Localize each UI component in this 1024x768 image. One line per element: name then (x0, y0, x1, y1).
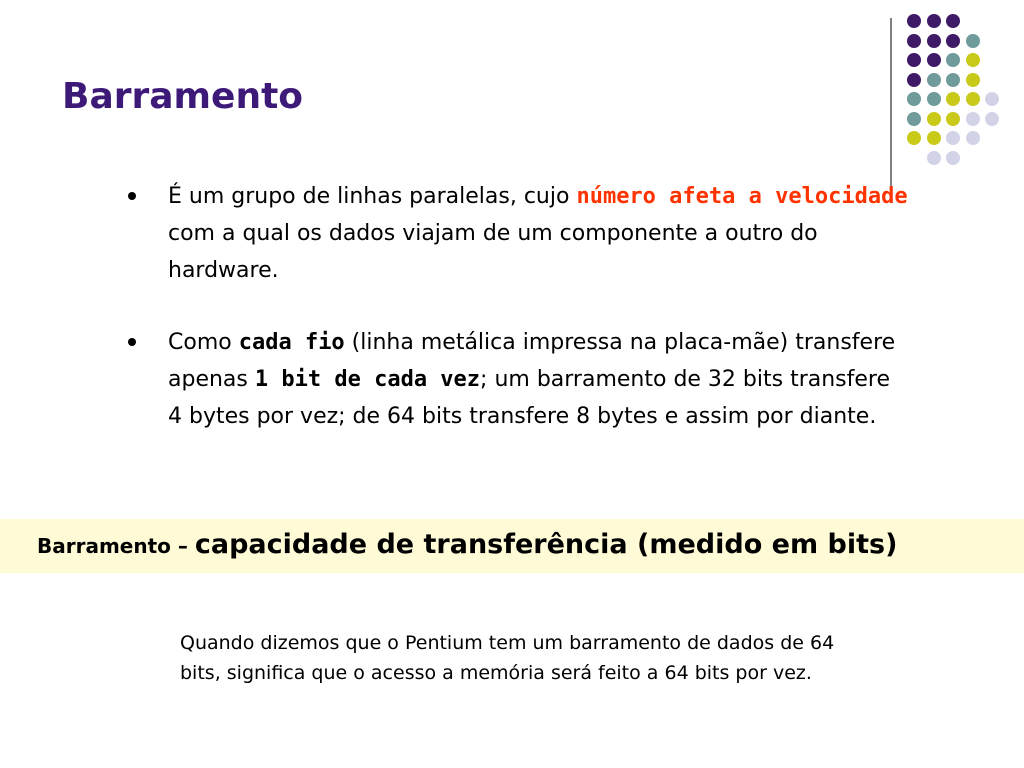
divider-line (890, 18, 892, 186)
slide-title: Barramento (62, 76, 304, 117)
decorative-dot (907, 112, 921, 126)
decorative-dot (985, 112, 999, 126)
note-paragraph: Quando dizemos que o Pentium tem um barramento de dados de 64 bits, significa que o acesso a memória será feito a 64 bits por vez. (180, 632, 835, 684)
decorative-dot (907, 73, 921, 87)
decorative-dot (927, 112, 941, 126)
decorative-dot (946, 151, 960, 165)
decorative-dot (907, 14, 921, 28)
decorative-dot (927, 92, 941, 106)
decorative-dot (946, 14, 960, 28)
bullet-item-2 (128, 324, 908, 435)
bullet-1-text-end: com a qual os dados viajam de um componente a outro do hardware. (168, 221, 818, 283)
decorative-dot (966, 73, 980, 87)
decorative-dot (907, 53, 921, 67)
bullet-1-text: É um grupo de linhas paralelas, cujo (168, 184, 577, 209)
decorative-dot (927, 131, 941, 145)
decorative-dot (966, 34, 980, 48)
definition-text: capacidade de transferência (medido em bits) (194, 529, 898, 560)
bullet-item-1 (128, 178, 908, 289)
definition-term: Barramento – (37, 534, 195, 558)
decorative-dot (907, 131, 921, 145)
definition-line (37, 529, 897, 560)
bullet-icon (128, 338, 136, 346)
decorative-dot (927, 34, 941, 48)
decorative-dot (907, 92, 921, 106)
decorative-dot (946, 53, 960, 67)
decorative-dot (927, 73, 941, 87)
decorative-dot (946, 92, 960, 106)
bullet-2-text-end: ; um barramento de 32 bits transfere 4 bytes por vez; de 64 bits transfere 8 bytes e assim por diante. (168, 367, 891, 429)
bullet-2-bold-2: 1 bit de cada vez (254, 367, 481, 392)
bullet-icon (128, 192, 136, 200)
decorative-dot (946, 73, 960, 87)
decorative-dot (966, 92, 980, 106)
decorative-dot (907, 34, 921, 48)
decorative-dot (927, 14, 941, 28)
bullet-list (128, 178, 908, 435)
decorative-dot (985, 92, 999, 106)
decorative-dot (927, 53, 941, 67)
bullet-2-text: Como (168, 330, 239, 355)
decorative-dot (927, 151, 941, 165)
decorative-dot (946, 112, 960, 126)
bullet-2-text-mid: (linha metálica impressa na placa-mãe) transfere apenas (168, 330, 896, 392)
bullet-1-highlight: número afeta a velocidade (576, 184, 908, 209)
decorative-dot (946, 34, 960, 48)
decorative-dot (966, 131, 980, 145)
decorative-dot (946, 131, 960, 145)
decorative-dot (966, 112, 980, 126)
bullet-2-bold-1: cada fio (238, 330, 345, 355)
decorative-dot (966, 53, 980, 67)
